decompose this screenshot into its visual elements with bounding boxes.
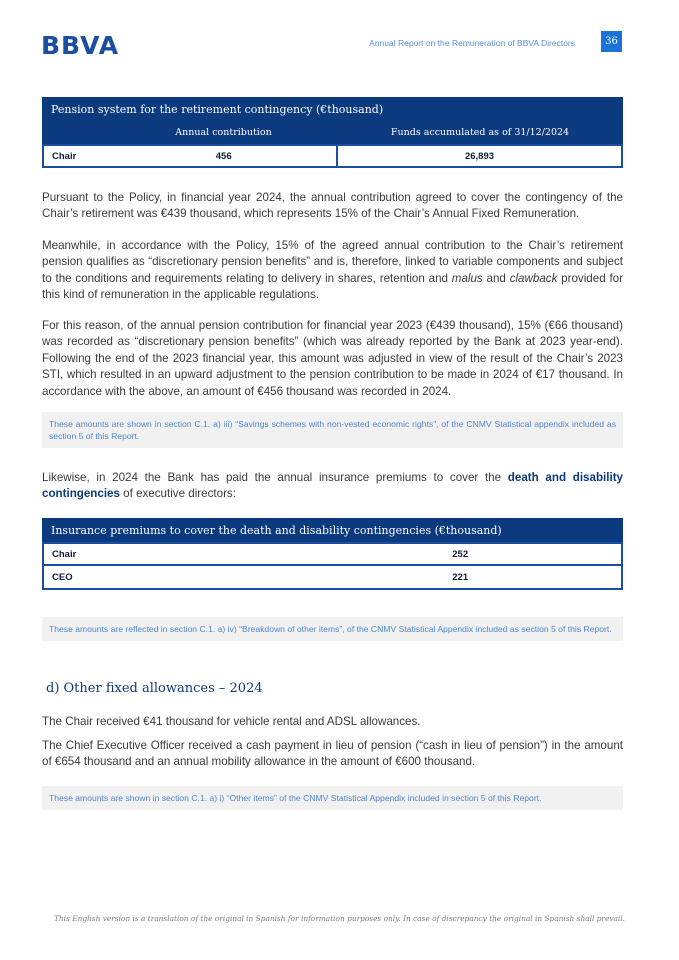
pension-table xyxy=(42,97,623,168)
paragraph-2: Meanwhile, in accordance with the Policy, 15% of the agreed annual contribution to the Chair’s retirement pension qualifies as “discretionary pension benefits” and is, therefore, linked to variable components and subject to the conditions and requirements relating to delivery in shares, retention and malus and clawback provided for this kind of remuneration in the applicable regulations. xyxy=(42,239,623,302)
funds-accumulated-value: 26,893 xyxy=(464,150,495,162)
note-other-items-breakdown: These amounts are reflected in section C.1. a) iv) “Breakdown of other items”, of the CNMV Statistical Appendix included as section 5 of this Report. xyxy=(42,617,623,641)
annual-contribution-value: 456 xyxy=(111,146,338,166)
row-label: Chair xyxy=(52,150,77,162)
pension-table-title: Pension system for the retirement contingency (€thousand) xyxy=(42,97,623,121)
row-label: CEO xyxy=(52,571,73,583)
paragraph-5: The Chair received €41 thousand for vehicle rental and ADSL allowances. xyxy=(42,715,421,728)
column-header-annual: Annual contribution xyxy=(175,127,272,138)
death-disability-highlight: death and disability contingencies xyxy=(42,471,623,501)
insurance-table xyxy=(42,518,623,590)
insurance-table-title: Insurance premiums to cover the death and disability contingencies (€thousand) xyxy=(42,518,623,542)
paragraph-3: For this reason, of the annual pension contribution for financial year 2023 (€439 thousand), 15% (€66 thousand) was recorded as “discretionary pension benefits” (which was already reported by the Bank at 2023 year-end). Following the end of the 2023 financial year, this amount was adjusted in view of the result of the Chair’s 2023 STI, which resulted in an upward adjustment to the pension contribution to be made in 2024 of €17 thousand. In accordance with the above, an amount of €456 thousand was recorded in 2024. xyxy=(42,319,623,398)
section-heading: d) Other fixed allowances – 2024 xyxy=(46,681,263,696)
note-other-items: These amounts are shown in section C.1. a) i) “Other items” of the CNMV Statistical Appendix included in section 5 of this Report. xyxy=(42,786,623,810)
table-row xyxy=(42,144,623,168)
paragraph-4: Likewise, in 2024 the Bank has paid the annual insurance premiums to cover the death and disability contingencies of executive directors: xyxy=(42,471,623,501)
table-row xyxy=(42,566,623,590)
column-header-funds: Funds accumulated as of 31/12/2024 xyxy=(390,127,570,138)
footer-disclaimer: This English version is a translation of the original in Spanish for information purposes only. In case of discrepancy the original in Spanish shall prevail. xyxy=(53,914,625,923)
report-title: Annual Report on the Remuneration of BBVA Directors xyxy=(369,38,575,48)
page-number: 36 xyxy=(601,31,622,52)
note-savings-schemes: These amounts are shown in section C.1. a) iii) “Savings schemes with non-vested economic rights”, of the CNMV Statistical appendix included as section 5 of this Report. xyxy=(42,412,623,448)
paragraph-1: Pursuant to the Policy, in financial year 2024, the annual contribution agreed to cover the contingency of the Chair’s retirement was €439 thousand, which represents 15% of the Chair’s Annual Fixed Remuneration. xyxy=(42,191,623,221)
row-label: Chair xyxy=(52,548,77,560)
table-row xyxy=(42,542,623,566)
bbva-logo: BBVA xyxy=(41,31,120,60)
pension-table-header xyxy=(42,121,623,144)
chair-premium-value: 252 xyxy=(452,548,469,560)
paragraph-6: The Chief Executive Officer received a cash payment in lieu of pension (“cash in lieu of pension”) in the amount of €654 thousand and an annual mobility allowance in the amount of €600 thousand. xyxy=(42,739,623,769)
ceo-premium-value: 221 xyxy=(452,571,469,583)
